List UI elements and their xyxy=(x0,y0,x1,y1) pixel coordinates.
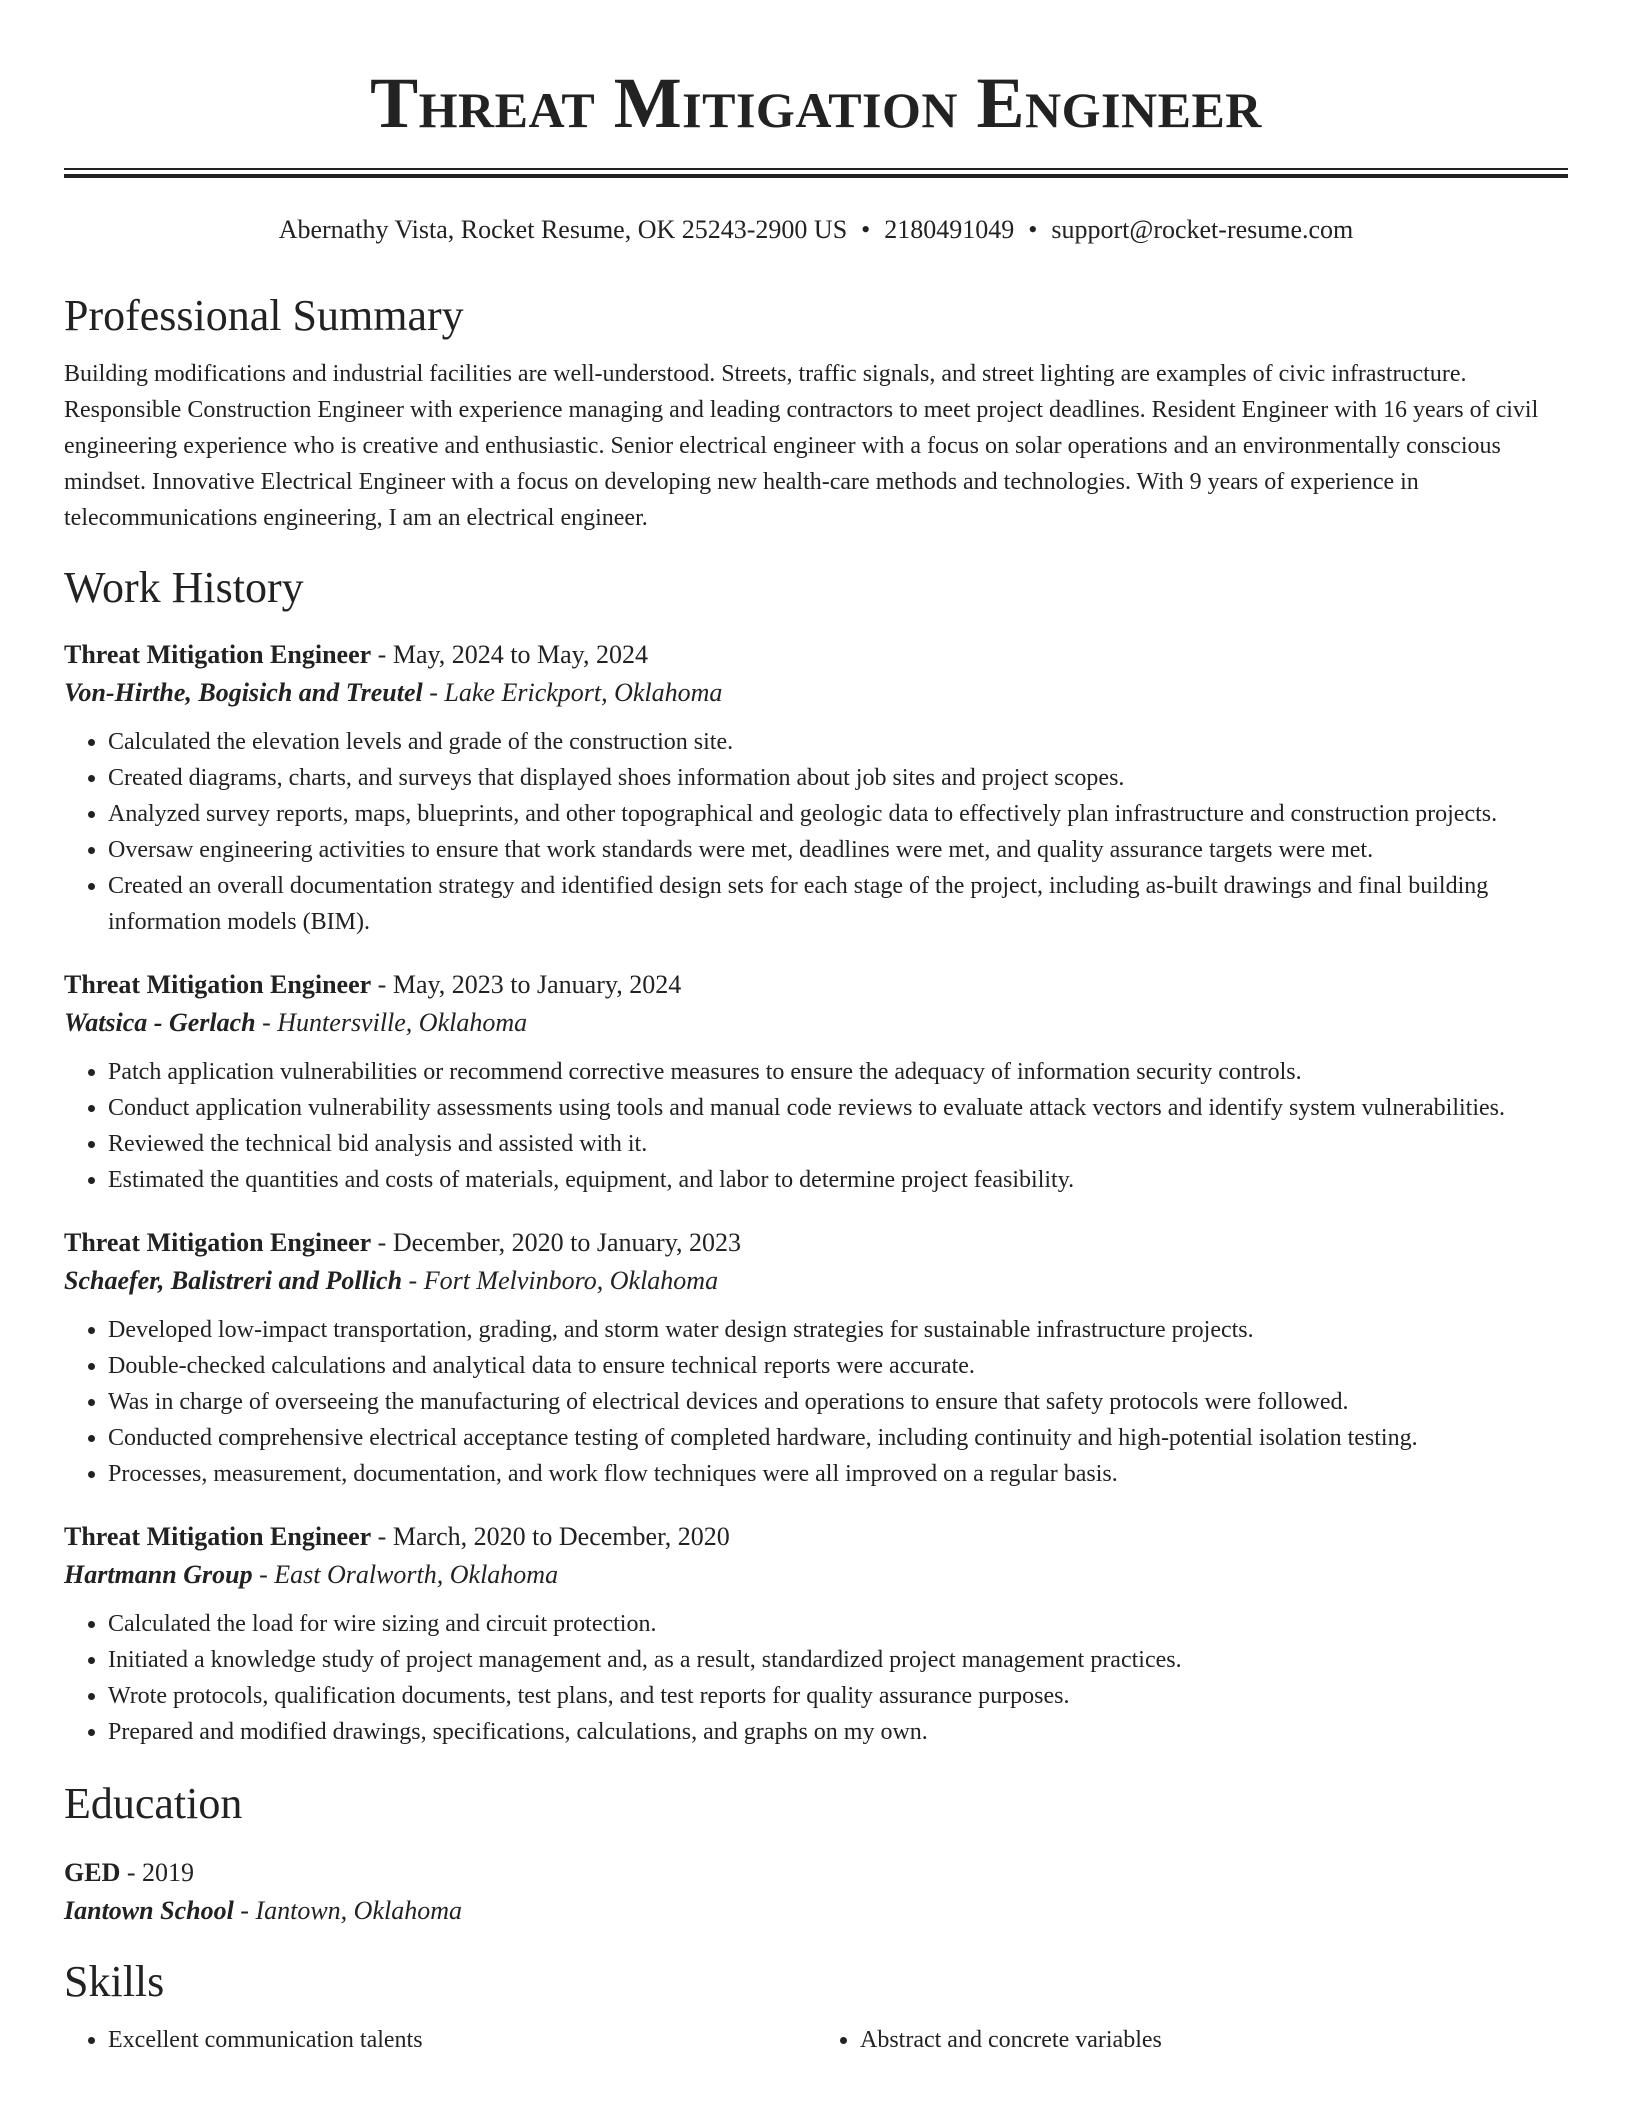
job-bullets xyxy=(64,1312,1568,1492)
job-entry xyxy=(64,636,1568,940)
list-item: • Wrote protocols, qualification documents, test plans, and test reports for quality assurance purposes. xyxy=(108,1678,1568,1714)
list-item: • Calculated the load for wire sizing and circuit protection. xyxy=(108,1606,1568,1642)
contact-separator: • xyxy=(861,215,871,244)
list-item: • Was in charge of overseeing the manufacturing of electrical devices and operations to ensure that safety protocols were followed. xyxy=(108,1384,1568,1420)
contact-line xyxy=(64,212,1568,248)
job-bullets xyxy=(64,1054,1568,1198)
list-item: • Developed low-impact transportation, grading, and storm water design strategies for sustainable infrastructure projects. xyxy=(108,1312,1568,1348)
job-entry xyxy=(64,1518,1568,1750)
skills-heading: Skills xyxy=(64,1957,165,2006)
job-location: - Huntersville, Oklahoma xyxy=(255,1008,528,1037)
resume-title: Threat Mitigation Engineer xyxy=(370,63,1262,143)
job-location: - East Oralworth, Oklahoma xyxy=(252,1560,559,1589)
job-dates: - May, 2024 to May, 2024 xyxy=(371,640,648,669)
skill-item: • Excellent communication talents xyxy=(108,2022,816,2058)
education-degree: GED xyxy=(64,1858,121,1887)
job-entry xyxy=(64,1224,1568,1492)
skills-column-right xyxy=(816,2022,1568,2058)
education-heading: Education xyxy=(64,1779,243,1828)
job-location: - Fort Melvinboro, Oklahoma xyxy=(402,1266,719,1295)
job-title: Threat Mitigation Engineer xyxy=(64,970,372,999)
summary-heading: Professional Summary xyxy=(64,291,464,340)
job-company: Von-Hirthe, Bogisich and Treutel xyxy=(64,678,423,707)
job-entry xyxy=(64,966,1568,1198)
job-company-line xyxy=(64,1004,1568,1042)
contact-separator: • xyxy=(1028,215,1038,244)
work-history-heading: Work History xyxy=(64,563,304,612)
job-title-line xyxy=(64,966,1568,1004)
list-item: • Initiated a knowledge study of project management and, as a result, standardized project management practices. xyxy=(108,1642,1568,1678)
education-degree-line xyxy=(64,1854,1568,1892)
skills-list xyxy=(64,2022,1568,2058)
contact-address: Abernathy Vista, Rocket Resume, OK 25243-2900 US xyxy=(278,215,848,244)
list-item: • Oversaw engineering activities to ensure that work standards were met, deadlines were met, and quality assurance targets were met. xyxy=(108,832,1568,868)
job-company: Hartmann Group xyxy=(64,1560,253,1589)
list-item: • Estimated the quantities and costs of materials, equipment, and labor to determine project feasibility. xyxy=(108,1162,1568,1198)
job-bullets xyxy=(64,724,1568,940)
summary-text: Building modifications and industrial facilities are well-understood. Streets, traffic signals, and street lighting are examples of civic infrastructure. Responsible Construction Engineer with experience managing and leading contractors to meet project deadlines. Resident Engineer with 16 years of civil engineering experience who is creative and enthusiastic. Senior electrical engineer with a focus on solar operations and an environmentally conscious mindset. Innovative Electrical Engineer with a focus on developing new health-care methods and technologies. With 9 years of experience in telecommunications engineering, I am an electrical engineer. xyxy=(64,361,1539,531)
list-item: • Prepared and modified drawings, specifications, calculations, and graphs on my own. xyxy=(108,1714,1568,1750)
education-entry xyxy=(64,1854,1568,1930)
contact-phone: 2180491049 xyxy=(884,215,1015,244)
job-title: Threat Mitigation Engineer xyxy=(64,1228,372,1257)
list-item: • Analyzed survey reports, maps, blueprints, and other topographical and geologic data to effectively plan infrastructure and construction projects. xyxy=(108,796,1568,832)
job-company: Watsica - Gerlach xyxy=(64,1008,256,1037)
job-dates: - December, 2020 to January, 2023 xyxy=(371,1228,741,1257)
skill-item: • Abstract and concrete variables xyxy=(860,2022,1568,2058)
contact-email: support@rocket-resume.com xyxy=(1051,215,1354,244)
job-title-line xyxy=(64,1224,1568,1262)
job-title: Threat Mitigation Engineer xyxy=(64,1522,372,1551)
job-dates: - May, 2023 to January, 2024 xyxy=(371,970,682,999)
list-item: • Reviewed the technical bid analysis and assisted with it. xyxy=(108,1126,1568,1162)
list-item: • Processes, measurement, documentation, and work flow techniques were all improved on a regular basis. xyxy=(108,1456,1568,1492)
job-title-line xyxy=(64,636,1568,674)
education-location: - Iantown, Oklahoma xyxy=(233,1896,462,1925)
job-title-line xyxy=(64,1518,1568,1556)
list-item: • Calculated the elevation levels and grade of the construction site. xyxy=(108,724,1568,760)
job-title: Threat Mitigation Engineer xyxy=(64,640,372,669)
title-divider xyxy=(64,168,1568,178)
list-item: • Created an overall documentation strategy and identified design sets for each stage of the project, including as-built drawings and final building information models (BIM). xyxy=(108,868,1568,940)
list-item: • Patch application vulnerabilities or recommend corrective measures to ensure the adequacy of information security controls. xyxy=(108,1054,1568,1090)
list-item: • Created diagrams, charts, and surveys that displayed shoes information about job sites and project scopes. xyxy=(108,760,1568,796)
job-company: Schaefer, Balistreri and Pollich xyxy=(64,1266,403,1295)
education-school: Iantown School xyxy=(64,1896,234,1925)
job-location: - Lake Erickport, Oklahoma xyxy=(422,678,723,707)
list-item: • Conduct application vulnerability assessments using tools and manual code reviews to evaluate attack vectors and identify system vulnerabilities. xyxy=(108,1090,1568,1126)
job-bullets xyxy=(64,1606,1568,1750)
job-company-line xyxy=(64,1556,1568,1594)
job-dates: - March, 2020 to December, 2020 xyxy=(371,1522,730,1551)
job-company-line xyxy=(64,674,1568,712)
list-item: • Conducted comprehensive electrical acceptance testing of completed hardware, including continuity and high-potential isolation testing. xyxy=(108,1420,1568,1456)
job-company-line xyxy=(64,1262,1568,1300)
list-item: • Double-checked calculations and analytical data to ensure technical reports were accurate. xyxy=(108,1348,1568,1384)
education-school-line xyxy=(64,1892,1568,1930)
education-year: - 2019 xyxy=(120,1858,195,1887)
skills-column-left xyxy=(64,2022,816,2058)
